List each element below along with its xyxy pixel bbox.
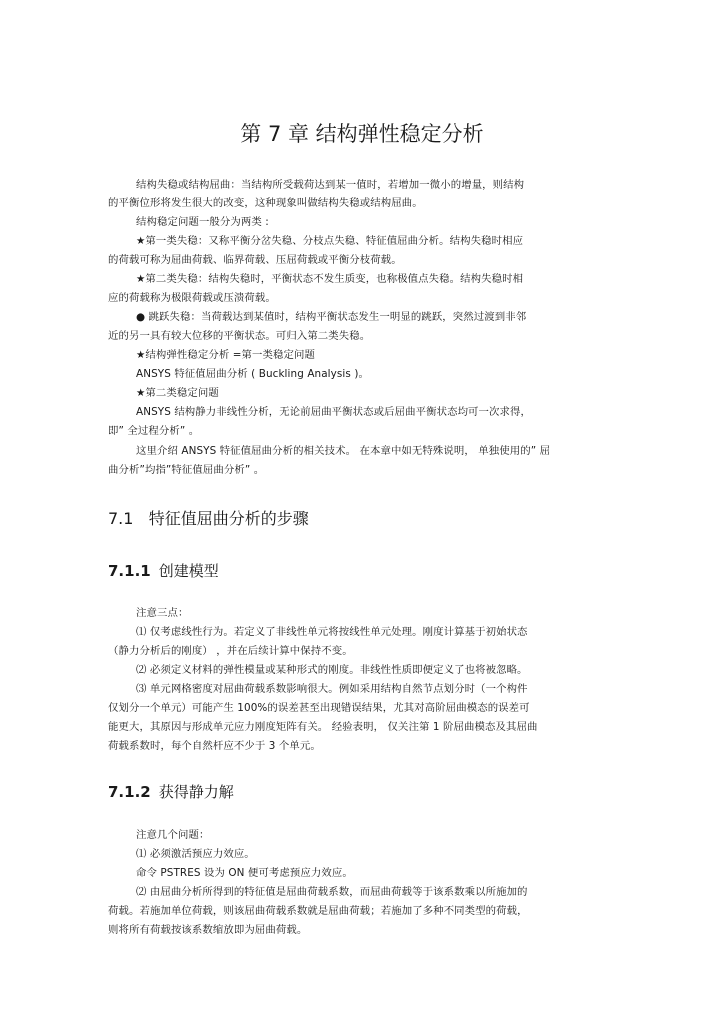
- s712-line1: 注意几个问题：: [136, 829, 210, 841]
- section-7-1-1-number: 7.1.1: [108, 562, 151, 580]
- s711-line6: 仅划分一个单元）可能产生 100%的误差甚至出现错误结果，尤其对高阶屈曲模态的误差可: [108, 702, 530, 714]
- section-7-1-2-heading: [108, 781, 234, 803]
- s712-line6: 则将所有荷载按该系数缩放即为屈曲荷载。: [108, 924, 308, 936]
- section-7-1-1-heading: [108, 560, 219, 582]
- intro-p10-line2: 曲分析”均指”特征值屈曲分析” 。: [108, 464, 265, 476]
- section-7-1-2-title: 获得静力解: [158, 783, 234, 801]
- intro-p5-line2: 近的另一具有较大位移的平衡状态。可归入第二类失稳。: [108, 330, 371, 342]
- s711-line7: 能更大，其原因与形成单元应力刚度矩阵有关。 经验表明， 仅关注第 1 阶屈曲模态及其屈曲: [108, 721, 538, 733]
- intro-p9-line2: 即” 全过程分析” 。: [108, 425, 200, 437]
- s711-line5: ⑶ 单元网格密度对屈曲荷载系数影响很大。例如采用结构自然节点划分时（一个构件: [136, 683, 528, 695]
- section-7-1-number: 7.1: [108, 509, 134, 528]
- s712-line3: 命令 PSTRES 设为 ON 便可考虑预应力效应。: [136, 867, 353, 879]
- intro-p1-line2: 的平衡位形将发生很大的改变，这种现象叫做结构失稳或结构屈曲。: [108, 197, 423, 209]
- intro-p1-line1: 结构失稳或结构屈曲：当结构所受载荷达到某一值时，若增加一微小的增量，则结构: [136, 179, 525, 191]
- section-7-1-2-number: 7.1.2: [108, 783, 151, 801]
- intro-p3-line2: 的荷载可称为屈曲荷载、临界荷载、压屈荷载或平衡分枝荷载。: [108, 254, 402, 266]
- s711-line3: （静力分析后的刚度） ，并在后续计算中保持不变。: [108, 645, 353, 657]
- intro-p3-line1: ★第一类失稳：又称平衡分岔失稳、分枝点失稳、特征值屈曲分析。结构失稳时相应: [136, 235, 524, 247]
- intro-p7: ANSYS 特征值屈曲分析 ( Buckling Analysis )。: [136, 368, 369, 380]
- intro-p10-line1: 这里介绍 ANSYS 特征值屈曲分析的相关技术。 在本章中如无特殊说明， 单独使用的” 屈: [136, 445, 551, 457]
- intro-p8: ★第二类稳定问题: [136, 387, 219, 399]
- s711-line4: ⑵ 必须定义材料的弹性模量或某种形式的刚度。非线性性质即便定义了也将被忽略。: [136, 664, 528, 676]
- section-7-1-heading: [108, 508, 309, 530]
- chapter-title: 第 7 章 结构弹性稳定分析: [240, 122, 484, 146]
- s711-line2: ⑴ 仅考虑线性行为。若定义了非线性单元将按线性单元处理。刚度计算基于初始状态: [136, 626, 528, 638]
- intro-p4-line1: ★第二类失稳：结构失稳时，平衡状态不发生质变，也称极值点失稳。结构失稳时相: [136, 273, 524, 285]
- s711-line8: 荷载系数时，每个自然杆应不少于 3 个单元。: [108, 740, 321, 752]
- s712-line2: ⑴ 必须激活预应力效应。: [136, 848, 255, 860]
- intro-p4-line2: 应的荷载称为极限荷载或压溃荷载。: [108, 292, 276, 304]
- s712-line5: 荷载。若施加单位荷载，则该屈曲荷载系数就是屈曲荷载；若施加了多种不同类型的荷载，: [108, 905, 528, 917]
- section-7-1-title: 特征值屈曲分析的步骤: [148, 509, 309, 528]
- s712-line4: ⑵ 由屈曲分析所得到的特征值是屈曲荷载系数，而屈曲荷载等于该系数乘以所施加的: [136, 886, 528, 898]
- section-7-1-1-title: 创建模型: [158, 562, 219, 580]
- intro-p5-line1: ● 跳跃失稳：当荷载达到某值时，结构平衡状态发生一明显的跳跃，突然过渡到非邻: [136, 311, 527, 323]
- s711-line1: 注意三点：: [136, 607, 189, 619]
- intro-p2: 结构稳定问题一般分为两类 :: [136, 216, 269, 228]
- intro-p9-line1: ANSYS 结构静力非线性分析，无论前屈曲平衡状态或后屈曲平衡状态均可一次求得，: [136, 406, 531, 418]
- intro-p6: ★结构弹性稳定分析 =第一类稳定问题: [136, 349, 315, 361]
